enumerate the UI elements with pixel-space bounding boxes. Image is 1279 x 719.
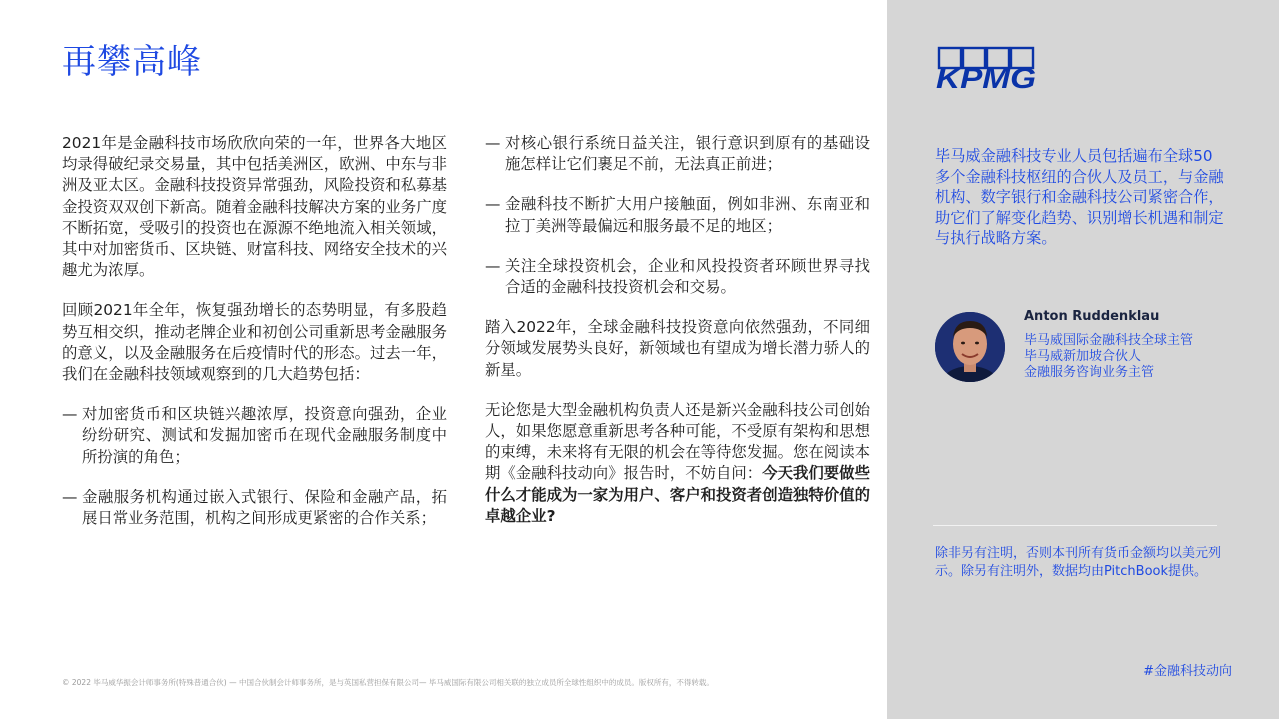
bullet-text: 金融科技不断扩大用户接触面，例如非洲、东南亚和拉丁美洲等最偏远和服务最不足的地区； (505, 195, 870, 235)
bullet-text: 金融服务机构通过嵌入式银行、保险和金融产品，拓展日常业务范围，机构之间形成更紧密的合作关系； (82, 487, 447, 528)
dash-icon: — (62, 405, 78, 424)
page-title: 再攀高峰 (62, 42, 202, 82)
closing-text: 无论您是大型金融机构负责人还是新兴金融科技公司创始人，如果您愿意重新思考各种可能，不受原有架构和思想的束缚，未来将有无限的机会在等待您发掘。您在阅读本期《金融科技动向》报告时，不妨自问： (485, 400, 870, 483)
currency-note: 除非另有注明，否则本刊所有货币金额均以美元列示。除另有注明外，数据均由PitchBook提供。 (935, 546, 1222, 579)
outlook-paragraph: 踏入2022年，全球金融科技投资意向依然强劲，不同细分领域发展势头良好，新领域也有望成为增长潜力骄人的新星。 (485, 318, 870, 379)
person-title: 毕马威国际金融科技全球主管 (1024, 333, 1194, 348)
trend-bullet (62, 487, 447, 529)
report-hashtag[interactable]: #金融科技动向 (1143, 664, 1232, 679)
bullet-text: 对核心银行系统日益关注，银行意识到原有的基础设施怎样让它们裹足不前，无法真正前进； (505, 134, 870, 174)
trend-bullet (485, 194, 870, 236)
trend-bullet (485, 256, 870, 298)
trend-bullet (62, 404, 447, 468)
logo-text: KPMG (936, 63, 1036, 92)
closing-question: 今天我们要做些什么才能成为一家为用户、客户和投资者创造独特价值的卓越企业? (485, 464, 870, 525)
review-paragraph: 回顾2021年全年，恢复强劲增长的态势明显，有多股趋势互相交织，推动老牌企业和初创公司重新思考金融服务的意义，以及金融服务在后疫情时代的形态。过去一年，我们在金融科技领域观察到的几大趋势包括： (62, 301, 447, 384)
kpmg-logo (935, 46, 1039, 92)
bullet-text: 对加密货币和区块链兴趣浓厚，投资意向强劲，企业纷纷研究、测试和发掘加密币在现代金融服务制度中所扮演的角色； (82, 405, 447, 466)
sidebar-intro: 毕马威金融科技专业人员包括遍布全球50多个金融科技枢纽的合伙人及员工，与金融机构、数字银行和金融科技公司紧密合作，助它们了解变化趋势、识别增长机遇和制定与执行战略方案。 (935, 147, 1224, 248)
person-title: 毕马威新加坡合伙人 (1024, 349, 1142, 364)
dash-icon: — (62, 487, 78, 506)
trend-bullet (485, 133, 870, 175)
middle-column (485, 133, 870, 546)
avatar (935, 312, 1005, 382)
closing-paragraph (485, 400, 870, 527)
left-column (62, 133, 447, 548)
divider (933, 525, 1217, 526)
bullet-text: 关注全球投资机会，企业和风投投资者环顾世界寻找合适的金融科技投资机会和交易。 (505, 256, 870, 297)
copyright-note: © 2022 毕马威华振会计师事务所(特殊普通合伙) — 中国合伙制会计师事务所，是与英国私营担保有限公司— 毕马威国际有限公司相关联的独立成员所全球性组织中的成员。版权所有，不得转载。 (62, 678, 714, 687)
person-title: 金融服务咨询业务主管 (1024, 365, 1155, 380)
dash-icon: — (485, 134, 501, 152)
person-name: Anton Ruddenklau (1024, 309, 1160, 324)
sidebar (887, 0, 1279, 719)
dash-icon: — (485, 256, 501, 275)
dash-icon: — (485, 195, 501, 214)
intro-paragraph: 2021年是金融科技市场欣欣向荣的一年，世界各大地区均录得破纪录交易量，其中包括美洲区，欧洲、中东与非洲及亚太区。金融科技投资异常强劲，风险投资和私募基金投资双双创下新高。随着金融科技解决方案的业务广度不断拓宽，受吸引的投资也在源源不绝地流入相关领域，其中对加密货币、区块链、财富科技、网络安全技术的兴趣尤为浓厚。 (62, 134, 447, 280)
